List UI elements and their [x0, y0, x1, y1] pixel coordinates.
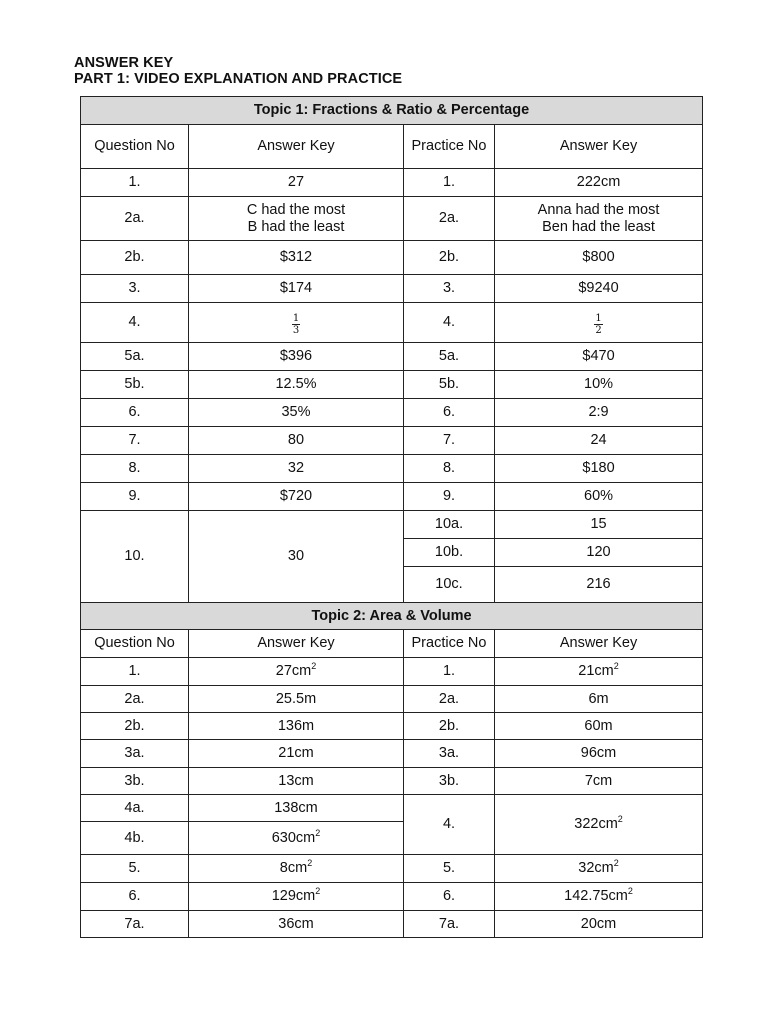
- col-header-practice-answer-key: Answer Key: [495, 125, 703, 169]
- practice-answer: 10%: [495, 371, 703, 399]
- practice-no: 7.: [404, 427, 495, 455]
- answer: $396: [189, 343, 404, 371]
- answer-value: 142.75cm: [564, 888, 628, 904]
- table-row: [81, 855, 703, 883]
- question-no: 7a.: [81, 911, 189, 938]
- table-row: [81, 371, 703, 399]
- answer: [189, 197, 404, 241]
- fraction-denominator: 2: [595, 325, 602, 336]
- practice-answer: 216: [495, 567, 703, 603]
- answer: $174: [189, 275, 404, 303]
- practice-answer: [495, 658, 703, 686]
- table-row: [81, 795, 703, 822]
- answer: 25.5m: [189, 686, 404, 713]
- table-row: [81, 686, 703, 713]
- unit-exponent: 2: [311, 661, 317, 672]
- question-no: 8.: [81, 455, 189, 483]
- page-header: [74, 55, 402, 87]
- table-row: [81, 455, 703, 483]
- answer: 136m: [189, 713, 404, 740]
- practice-no: 6.: [404, 883, 495, 911]
- page-title: ANSWER KEY: [74, 55, 174, 71]
- practice-answer: 60%: [495, 483, 703, 511]
- practice-answer: 15: [495, 511, 703, 539]
- answer: $312: [189, 241, 404, 275]
- practice-no: 1.: [404, 169, 495, 197]
- practice-answer: 120: [495, 539, 703, 567]
- practice-answer: [495, 883, 703, 911]
- practice-answer: 2:9: [495, 399, 703, 427]
- practice-answer: 222cm: [495, 169, 703, 197]
- practice-no: 9.: [404, 483, 495, 511]
- practice-no: 3.: [404, 275, 495, 303]
- question-no: 5a.: [81, 343, 189, 371]
- table-row: [81, 197, 703, 241]
- col-header-question-no: Question No: [81, 630, 189, 658]
- question-no: 2a.: [81, 197, 189, 241]
- practice-no: 5b.: [404, 371, 495, 399]
- question-no: 2b.: [81, 713, 189, 740]
- col-header-practice-no: Practice No: [404, 125, 495, 169]
- col-header-practice-no: Practice No: [404, 630, 495, 658]
- question-no: 10.: [81, 511, 189, 603]
- col-header-question-no: Question No: [81, 125, 189, 169]
- answer-line: B had the least: [247, 218, 345, 235]
- practice-no: 2a.: [404, 686, 495, 713]
- answer: [189, 883, 404, 911]
- table-header-row: [81, 630, 703, 658]
- practice-no: 3a.: [404, 740, 495, 768]
- table-row: [81, 483, 703, 511]
- answer-value: 322cm: [574, 816, 618, 832]
- answer: 12.5%: [189, 371, 404, 399]
- table-row: [81, 658, 703, 686]
- practice-answer: [495, 197, 703, 241]
- practice-no: 1.: [404, 658, 495, 686]
- question-no: 5b.: [81, 371, 189, 399]
- fraction-numerator: 1: [595, 313, 602, 324]
- question-no: 6.: [81, 883, 189, 911]
- practice-no: 5a.: [404, 343, 495, 371]
- question-no: 4b.: [81, 822, 189, 855]
- unit-exponent: 2: [315, 827, 321, 838]
- question-no: 4a.: [81, 795, 189, 822]
- answer: 138cm: [189, 795, 404, 822]
- answer: 32: [189, 455, 404, 483]
- answer-value: 21cm: [578, 663, 614, 679]
- practice-answer: [495, 795, 703, 855]
- answer: 13cm: [189, 768, 404, 795]
- answer-key-table: [80, 96, 703, 938]
- table-row: [81, 241, 703, 275]
- answer: 36cm: [189, 911, 404, 938]
- question-no: 2b.: [81, 241, 189, 275]
- table-row: [81, 275, 703, 303]
- col-header-answer-key: Answer Key: [189, 630, 404, 658]
- practice-no: 6.: [404, 399, 495, 427]
- practice-no: 5.: [404, 855, 495, 883]
- unit-exponent: 2: [617, 814, 623, 825]
- practice-no: 3b.: [404, 768, 495, 795]
- table-row: [81, 303, 703, 343]
- answer: [189, 658, 404, 686]
- practice-answer: $9240: [495, 275, 703, 303]
- practice-no: 4.: [404, 303, 495, 343]
- fraction-numerator: 1: [292, 313, 300, 324]
- question-no: 6.: [81, 399, 189, 427]
- practice-no: 10b.: [404, 539, 495, 567]
- topic1-title: Topic 1: Fractions & Ratio & Percentage: [81, 97, 703, 125]
- practice-answer: [495, 855, 703, 883]
- unit-exponent: 2: [307, 858, 313, 869]
- topic-row: [81, 603, 703, 630]
- topic2-title: Topic 2: Area & Volume: [81, 603, 703, 630]
- question-no: 3.: [81, 275, 189, 303]
- practice-no: 4.: [404, 795, 495, 855]
- answer: [189, 855, 404, 883]
- question-no: 1.: [81, 658, 189, 686]
- practice-no: 10a.: [404, 511, 495, 539]
- page-subtitle: PART 1: VIDEO EXPLANATION AND PRACTICE: [74, 71, 403, 87]
- answer: 35%: [189, 399, 404, 427]
- table-row: [81, 399, 703, 427]
- practice-answer: 60m: [495, 713, 703, 740]
- question-no: 2a.: [81, 686, 189, 713]
- question-no: 4.: [81, 303, 189, 343]
- col-header-answer-key: Answer Key: [189, 125, 404, 169]
- practice-answer: 24: [495, 427, 703, 455]
- topic-row: [81, 97, 703, 125]
- answer: 27: [189, 169, 404, 197]
- practice-no: 2b.: [404, 241, 495, 275]
- practice-no: 8.: [404, 455, 495, 483]
- table-row: [81, 768, 703, 795]
- practice-no: 10c.: [404, 567, 495, 603]
- practice-answer: [495, 303, 703, 343]
- answer: [189, 822, 404, 855]
- table-row: [81, 883, 703, 911]
- answer-value: 27cm: [275, 663, 312, 679]
- question-no: 7.: [81, 427, 189, 455]
- question-no: 3b.: [81, 768, 189, 795]
- practice-answer: $800: [495, 241, 703, 275]
- unit-exponent: 2: [627, 886, 633, 897]
- table-row: [81, 427, 703, 455]
- answer-value: 129cm: [271, 888, 316, 904]
- table-row: [81, 169, 703, 197]
- fraction: [292, 313, 300, 336]
- answer-line: C had the most: [246, 201, 346, 218]
- answer-value: 8cm: [279, 860, 308, 876]
- table-row: [81, 740, 703, 768]
- question-no: 1.: [81, 169, 189, 197]
- unit-exponent: 2: [315, 886, 321, 897]
- practice-answer: 96cm: [495, 740, 703, 768]
- practice-no: 7a.: [404, 911, 495, 938]
- practice-answer: 20cm: [495, 911, 703, 938]
- table-row: [81, 911, 703, 938]
- practice-no: 2a.: [404, 197, 495, 241]
- practice-answer: 7cm: [495, 768, 703, 795]
- practice-answer: $180: [495, 455, 703, 483]
- answer: 80: [189, 427, 404, 455]
- col-header-practice-answer-key: Answer Key: [495, 630, 703, 658]
- table-header-row: [81, 125, 703, 169]
- question-no: 5.: [81, 855, 189, 883]
- unit-exponent: 2: [613, 858, 619, 869]
- answer: 21cm: [189, 740, 404, 768]
- answer-line: Ben had the least: [542, 218, 655, 235]
- answer: [189, 303, 404, 343]
- table-row: [81, 713, 703, 740]
- table-row: [81, 511, 703, 539]
- practice-answer: $470: [495, 343, 703, 371]
- table-row: [81, 343, 703, 371]
- answer: 30: [189, 511, 404, 603]
- answer: $720: [189, 483, 404, 511]
- fraction: [594, 313, 602, 336]
- answer-value: 630cm: [271, 829, 316, 846]
- question-no: 9.: [81, 483, 189, 511]
- practice-no: 2b.: [404, 713, 495, 740]
- answer-line: Anna had the most: [537, 201, 660, 218]
- practice-answer: 6m: [495, 686, 703, 713]
- unit-exponent: 2: [613, 661, 619, 672]
- question-no: 3a.: [81, 740, 189, 768]
- fraction-denominator: 3: [292, 325, 300, 336]
- answer-value: 32cm: [578, 860, 614, 876]
